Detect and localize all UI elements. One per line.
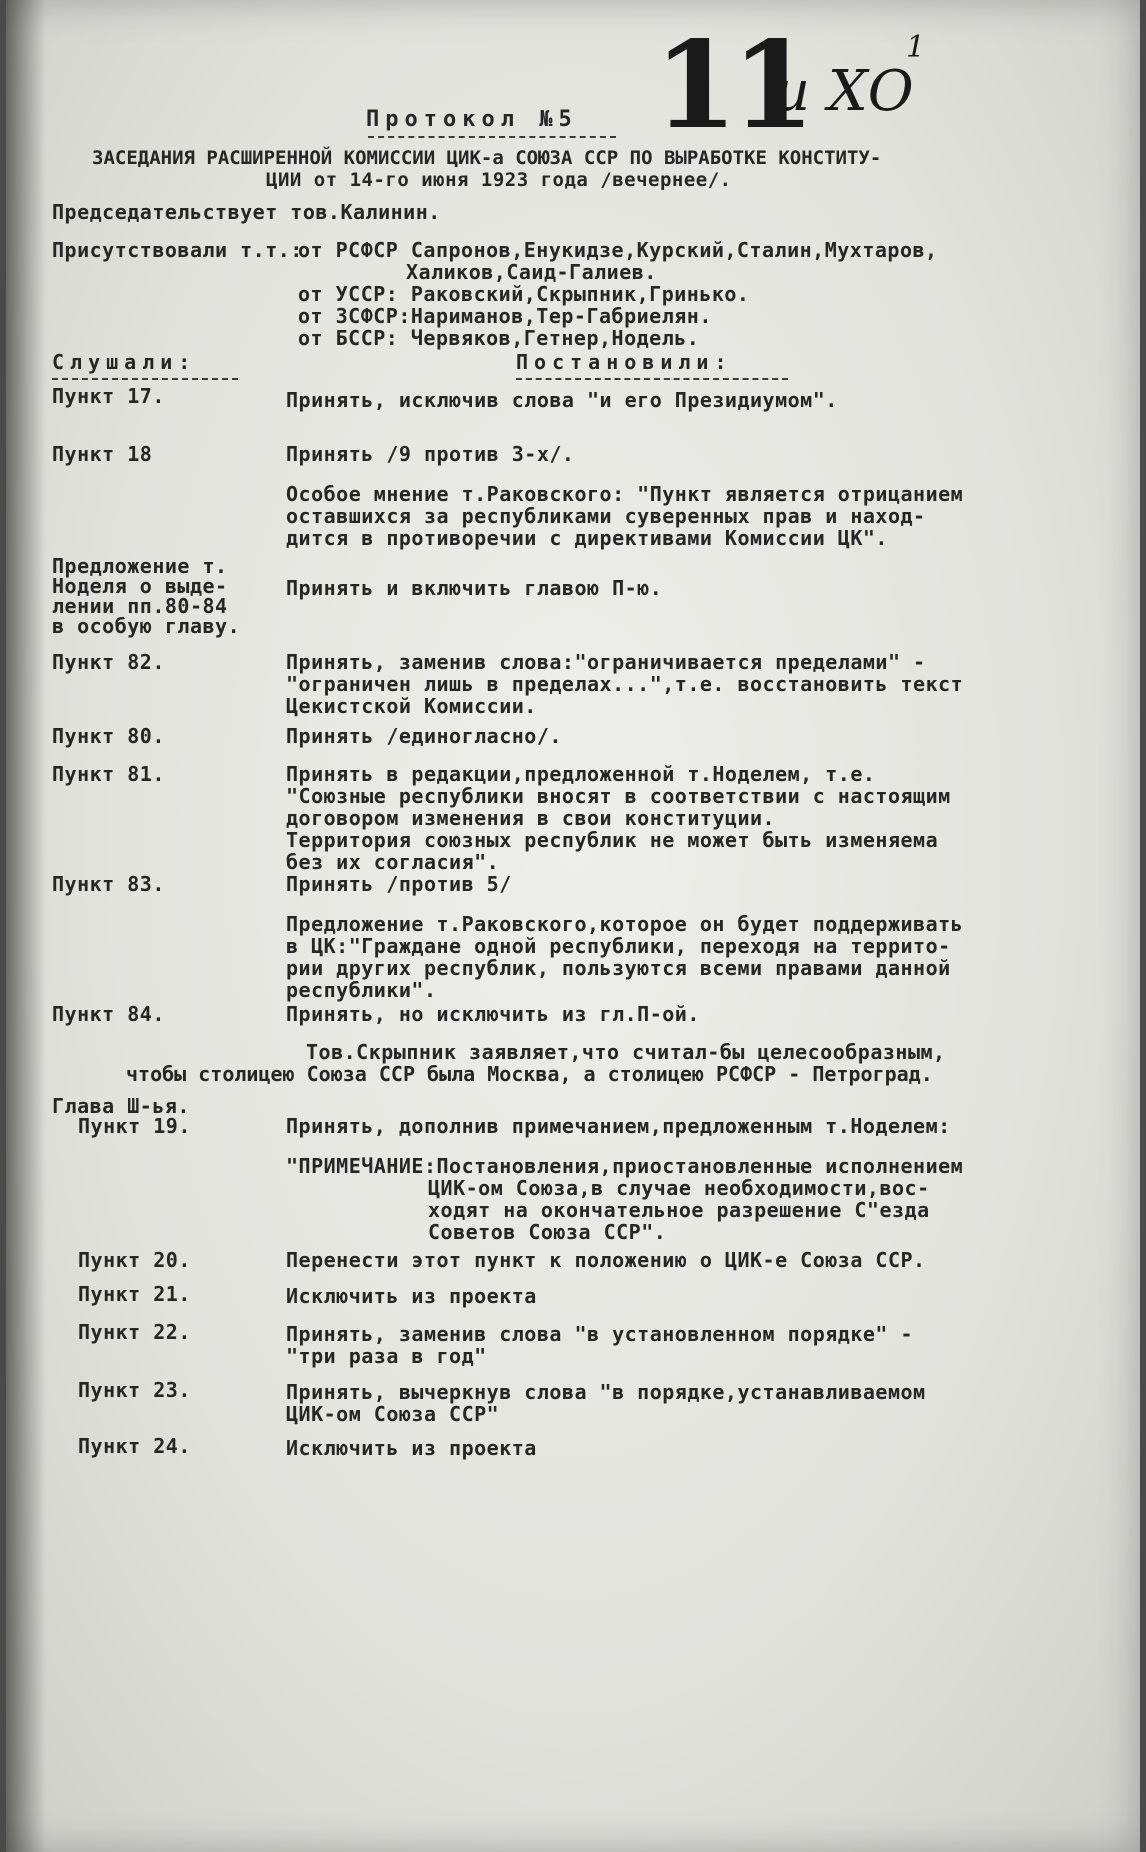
attendance-line: от БССР: Червяков,Гетнер,Нодель.	[298, 326, 700, 350]
item-label: Пункт 24.	[78, 1434, 191, 1458]
item-label: Пункт 80.	[52, 724, 165, 748]
item-resolution: ЦИК-ом Союза,в случае необходимости,вос-	[428, 1176, 930, 1200]
item-resolution: Принять и включить главою П-ю.	[286, 576, 663, 600]
attendance-line: от ЗСФСР:Нариманов,Тер-Габриелян.	[298, 304, 712, 328]
item-resolution: Перенести этот пункт к положению о ЦИК-е Союза ССР.	[286, 1248, 926, 1272]
item-resolution: "ограничен лишь в пределах...",т.е. восстановить текст	[286, 672, 964, 696]
item-label: Пункт 81.	[52, 762, 165, 786]
item-label: Ноделя о выде-	[52, 574, 228, 598]
item-label: лении пп.80-84	[52, 594, 228, 618]
item-resolution: Особое мнение т.Раковского: "Пункт является отрицанием	[286, 482, 964, 506]
item-resolution: Принять, дополнив примечанием,предложенным т.Ноделем:	[286, 1114, 951, 1138]
item-label: Предложение т.	[52, 554, 228, 578]
title-underline	[368, 136, 616, 138]
item-label: Пункт 19.	[78, 1114, 191, 1138]
item-resolution: оставшихся за республиками суверенных прав и наход-	[286, 504, 926, 528]
item-resolution: без их согласия".	[286, 850, 500, 874]
item-resolution: Принять, заменив слова "в установленном порядке" -	[286, 1322, 914, 1346]
chair-line: Председательствует тов.Калинин.	[52, 200, 441, 224]
item-resolution: дится в противоречии с директивами Комиссии ЦК".	[286, 526, 888, 550]
item-resolution: Принять /против 5/	[286, 872, 512, 896]
item-resolution: Принять, но исключить из гл.П-ой.	[286, 1002, 700, 1026]
skrypnik-statement-line1: Тов.Скрыпник заявляет,что считал-бы целесообразным,	[306, 1040, 946, 1064]
item-label: Пункт 18	[52, 442, 153, 466]
attendance-line: Халиков,Саид-Галиев.	[406, 260, 657, 284]
item-label: Пункт 22.	[78, 1320, 191, 1344]
item-label: Пункт 23.	[78, 1378, 191, 1402]
item-label: Пункт 17.	[52, 384, 165, 408]
item-resolution: Принять /единогласно/.	[286, 724, 562, 748]
resolved-underline	[516, 378, 788, 380]
item-resolution: ходят на окончательное разрешение С"езда	[428, 1198, 930, 1222]
archive-number-handwritten: 11	[654, 15, 809, 156]
attendance-label: Присутствовали т.т.:	[52, 238, 303, 262]
item-resolution: Исключить из проекта	[286, 1284, 537, 1308]
item-resolution: Принять в редакции,предложенной т.Ноделем, т.е.	[286, 762, 876, 786]
item-resolution: "три раза в год"	[286, 1344, 487, 1368]
archive-suffix-handwritten: и ХО	[774, 59, 914, 124]
heard-heading: Слушали:	[52, 350, 197, 374]
skrypnik-statement-line2: чтобы столицею Союза ССР была Москва, а столицею РСФСР - Петроград.	[126, 1062, 933, 1086]
item-label: Пункт 83.	[52, 872, 165, 896]
item-resolution: в ЦК:"Граждане одной республики, переходя на террито-	[286, 934, 951, 958]
item-label: в особую главу.	[52, 614, 241, 638]
item-label: Пункт 20.	[78, 1248, 191, 1272]
item-label: Пункт 21.	[78, 1282, 191, 1306]
item-resolution: ЦИК-ом Союза ССР"	[286, 1402, 500, 1426]
attendance-line: от УССР: Раковский,Скрыпник,Гринько.	[298, 282, 750, 306]
item-label: Пункт 84.	[52, 1002, 165, 1026]
item-resolution: Территория союзных республик не может быть изменяема	[286, 828, 939, 852]
item-resolution: рии других республик, пользуются всеми правами данной	[286, 956, 951, 980]
item-resolution: Принять, заменив слова:"ограничивается пределами" -	[286, 650, 926, 674]
item-label: Пункт 82.	[52, 650, 165, 674]
protocol-subtitle-line2: ЦИИ от 14-го июня 1923 года /вечернее/.	[266, 169, 732, 191]
item-resolution: республики".	[286, 978, 437, 1002]
protocol-title: Протокол №5	[366, 107, 578, 132]
item-resolution: Принять, вычеркнув слова "в порядке,устанавливаемом	[286, 1380, 926, 1404]
resolved-heading: Постановили:	[516, 350, 733, 374]
scan-shadow	[6, 0, 46, 1852]
item-resolution: "Союзные республики вносят в соответствии с настоящим	[286, 784, 951, 808]
item-resolution: Принять, исключив слова "и его Президиумом".	[286, 388, 838, 412]
item-resolution: договором изменения в свои конституции.	[286, 806, 776, 830]
page-number-handwritten: 1	[906, 30, 926, 65]
heard-underline	[52, 378, 238, 380]
item-resolution: Цекистской Комиссии.	[286, 694, 537, 718]
chapter-heading: Глава Ш-ья.	[52, 1094, 190, 1118]
item-resolution: Исключить из проекта	[286, 1436, 537, 1460]
item-resolution: Предложение т.Раковского,которое он будет поддерживать	[286, 912, 964, 936]
attendance-line: от РСФСР Сапронов,Енукидзе,Курский,Сталин,Мухтаров,	[298, 238, 938, 262]
protocol-subtitle-line1: ЗАСЕДАНИЯ РАСШИРЕННОЙ КОМИССИИ ЦИК-а СОЮЗА ССР ПО ВЫРАБОТКЕ КОНСТИТУ-	[92, 147, 882, 169]
item-resolution: Советов Союза ССР".	[428, 1220, 667, 1244]
document-page	[6, 0, 1140, 1852]
item-resolution: "ПРИМЕЧАНИЕ:Постановления,приостановленные исполнением	[286, 1154, 964, 1178]
item-resolution: Принять /9 против 3-х/.	[286, 442, 575, 466]
